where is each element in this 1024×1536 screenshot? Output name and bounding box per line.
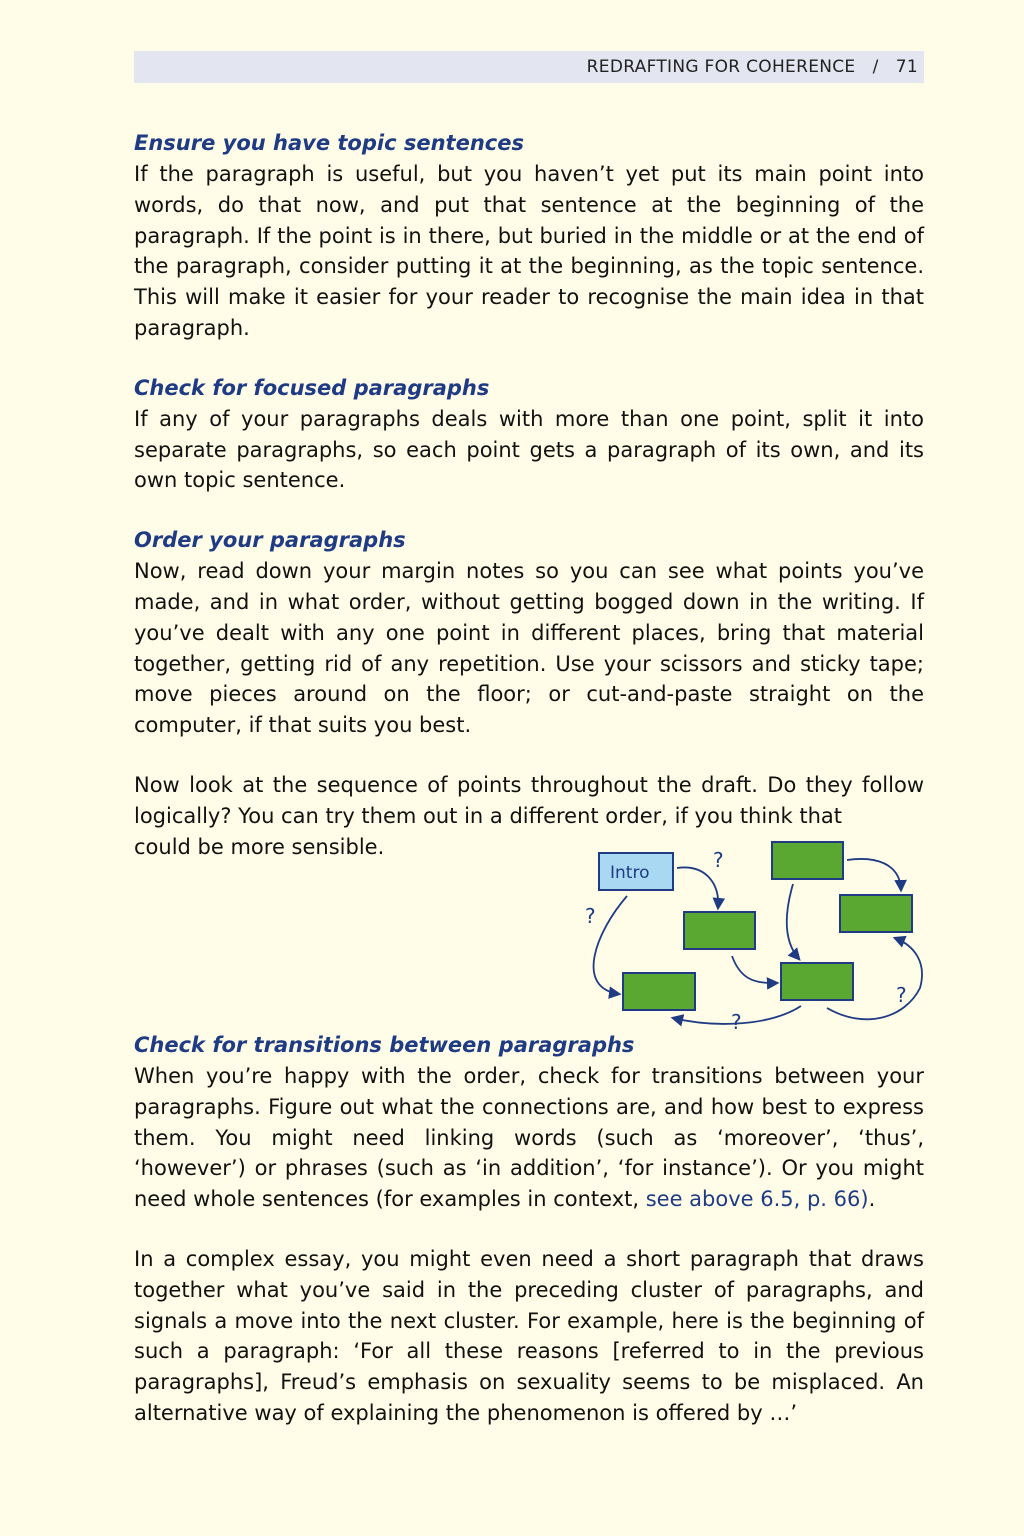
paragraph-box-4	[781, 963, 853, 1000]
heading-topic-sentences: Ensure you have topic sentences	[134, 131, 524, 155]
page-content	[134, 128, 924, 862]
paragraph-box-1	[772, 842, 843, 879]
page-content-lower	[134, 1030, 924, 1429]
heading-transitions: Check for transitions between paragraphs	[134, 1033, 635, 1057]
page-number: 71	[895, 57, 918, 77]
header-separator: /	[872, 57, 879, 77]
heading-order-paragraphs: Order your paragraphs	[134, 528, 406, 553]
paragraph-sequence-end: could be more sensible.	[134, 834, 385, 859]
running-header-text	[587, 57, 918, 77]
arrow-intro-to-box3	[677, 867, 718, 908]
arrow-box3-to-box4	[732, 956, 777, 983]
paragraph-complex-essay: In a complex essay, you might even need a short paragraph that draws together what you’ve said in the preceding cluster of paragraphs, and signals a move into the next cluster. For example, here is the beginning of such a paragraph: ‘For all these reasons [referred to in the previous paragraphs], Freud’s emphasis on sexuality seems to be misplaced. An alternative way of explaining the phenomenon is offered by …’	[134, 1246, 924, 1425]
paragraph-box-3	[684, 912, 755, 949]
paragraph-focused-paragraphs: If any of your paragraphs deals with more than one point, split it into separate paragraphs, so each point gets a paragraph of its own, and its own topic sentence.	[134, 406, 924, 493]
paragraph-box-5	[623, 973, 695, 1010]
paragraph-order-paragraphs: Now, read down your margin notes so you can see what points you’ve made, and in what order, without getting bogged down in the writing. If you’ve dealt with any one point in different places, bring that material together, getting rid of any repetition. Use your scissors and sticky tape; move pieces around on the floor; or cut-and-paste straight on the computer, if that suits you best.	[134, 559, 924, 738]
question-mark-4: ?	[731, 1010, 742, 1034]
paragraph-transitions	[134, 1061, 924, 1215]
running-header	[134, 51, 924, 83]
heading-focused-paragraphs: Check for focused paragraphs	[134, 375, 490, 400]
paragraph-topic-sentences: If the paragraph is useful, but you haven’t yet put its main point into words, do that now, and put that sentence at the beginning of the paragraph. If the point is in there, but buried in the middle or at the end of the paragraph, consider putting it at the beginning, as the topic sentence. This will make it easier for your reader to recognise the main idea in that paragraph.	[134, 162, 924, 340]
question-mark-2: ?	[585, 904, 596, 928]
question-mark-3: ?	[896, 983, 907, 1007]
question-mark-1: ?	[713, 848, 724, 872]
paragraph-box-2	[840, 895, 912, 932]
transitions-end: .	[868, 1187, 876, 1212]
arrow-box1-to-box4	[787, 884, 799, 959]
paragraph-sequence-line: Now look at the sequence of points throughout the draft. Do they follow logically? You can try them out in a different order, if you think that	[134, 772, 924, 828]
intro-label: Intro	[610, 863, 650, 883]
transitions-text: When you’re happy with the order, check for transitions between your paragraphs. Figure out what the connections are, and how best to express them. You might need linking words (such as ‘moreover’, ‘thus’, ‘however’) or phrases (such as ‘in addition’, ‘for instance’). Or you might need whole sentences (for examples in context,	[134, 1064, 924, 1212]
cross-reference-link[interactable]: see above 6.5, p. 66)	[645, 1187, 869, 1212]
arrow-intro-to-box5	[594, 896, 627, 994]
paragraph-order-diagram	[575, 838, 925, 1038]
arrow-box1-to-box2	[847, 859, 901, 890]
running-title: REDRAFTING FOR COHERENCE	[586, 57, 856, 77]
